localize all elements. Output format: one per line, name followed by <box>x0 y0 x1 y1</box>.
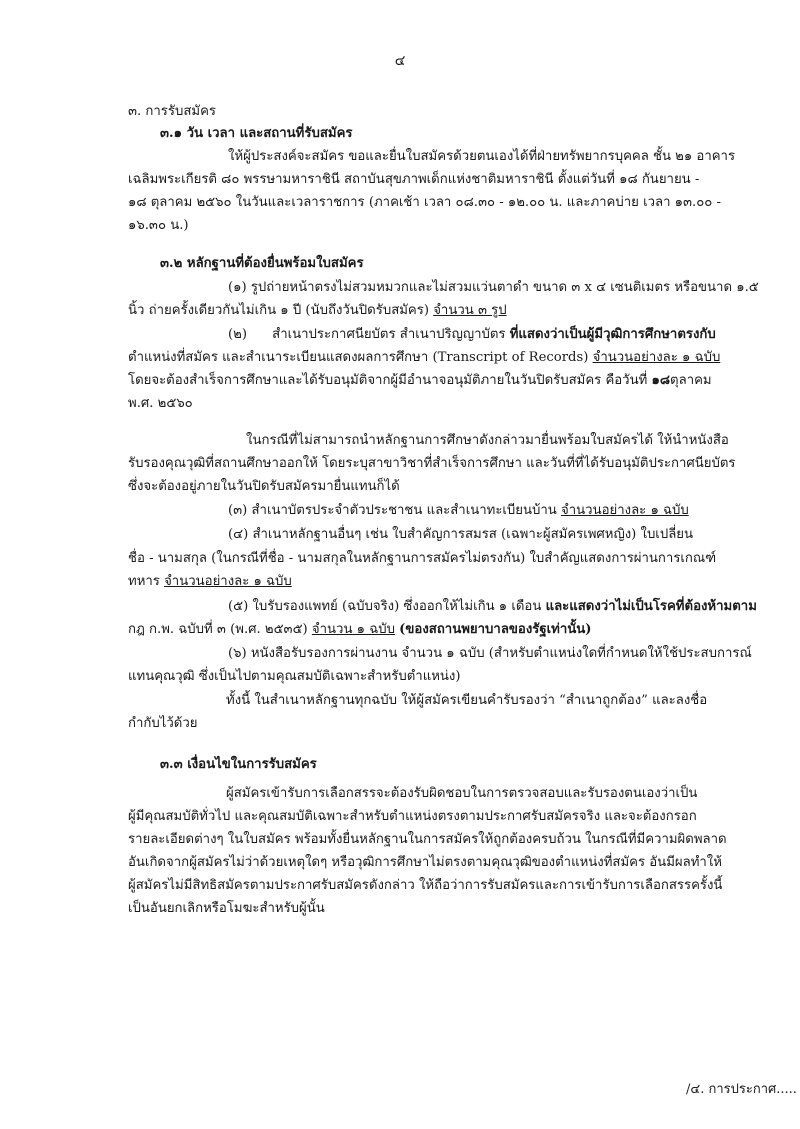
item-1-text: นิ้ว ถ่ายครั้งเดียวกันไม่เกิน ๑ ปี (นับถึงวันปิดรับสมัคร) <box>128 303 429 318</box>
item-2-number: (๒) <box>228 327 247 342</box>
item-2-line <box>228 326 716 344</box>
note-line: ในกรณีที่ไม่สามารถนำหลักฐานการศึกษาดังกล่าวมายื่นพร้อมใบสมัครได้ ให้นำหนังสือ <box>246 433 729 448</box>
section-3-heading: ๓. การรับสมัคร <box>128 104 216 119</box>
item-5-bold: (ของสถานพยาบาลของรัฐเท่านั้น) <box>399 622 592 637</box>
page-number: ๔ <box>394 53 406 69</box>
note-line: รับรองคุณวุฒิที่สถานศึกษาออกให้ โดยระบุสาขาวิชาที่สำเร็จการศึกษา และวันที่ที่ได้รับอนุมัติประกาศนียบัตร <box>128 456 736 471</box>
item-5-line <box>228 598 757 616</box>
paragraph-line: ให้ผู้ประสงค์จะสมัคร ขอและยื่นใบสมัครด้วยตนเองได้ที่ฝ่ายทรัพยากรบุคคล ชั้น ๒๑ อาคาร <box>228 149 736 164</box>
item-3-quantity: จำนวนอย่างละ ๑ ฉบับ <box>561 503 689 518</box>
paragraph-line: ผู้สมัครเข้ารับการเลือกสรรจะต้องรับผิดชอบในการตรวจสอบและรับรองตนเองว่าเป็น <box>226 786 698 801</box>
certification-line: กำกับไว้ด้วย <box>128 716 198 731</box>
item-2-line <box>128 349 720 367</box>
item-5-line <box>128 621 592 639</box>
item-2-bold: ที่แสดงว่าเป็นผู้มีวุฒิการศึกษาตรงกับ <box>509 327 716 342</box>
certification-line: ทั้งนี้ ในสำเนาหลักฐานทุกฉบับ ให้ผู้สมัครเขียนคำรับรองว่า “สำเนาถูกต้อง” และลงชื่อ <box>226 693 708 708</box>
section-3-2-heading: ๓.๒ หลักฐานที่ต้องยื่นพร้อมใบสมัคร <box>160 256 364 271</box>
paragraph-line: เป็นอันยกเลิกหรือโมฆะสำหรับผู้นั้น <box>128 901 325 916</box>
item-1-quantity: จำนวน ๓ รูป <box>433 303 507 318</box>
paragraph-line: ๑๖.๓๐ น.) <box>128 218 189 233</box>
item-2-line <box>128 372 712 390</box>
item-2-text: สำเนาประกาศนียบัตร สำเนาปริญญาบัตร <box>272 327 506 342</box>
item-2-quantity: จำนวนอย่างละ ๑ ฉบับ <box>592 350 721 365</box>
item-2-line: พ.ศ. ๒๕๖๐ <box>128 396 193 411</box>
paragraph-line: อันเกิดจากผู้สมัครไม่ว่าด้วยเหตุใดๆ หรือวุฒิการศึกษาไม่ตรงตามคุณวุฒิของตำแหน่งที่สมัคร อันมีผลทำให้ <box>128 855 722 870</box>
paragraph-line: ผู้มีคุณสมบัติทั่วไป และคุณสมบัติเฉพาะสำหรับตำแหน่งตรงตามประกาศรับสมัครจริง และจะต้องกรอก <box>128 809 697 824</box>
item-5-quantity: จำนวน ๑ ฉบับ <box>311 622 395 637</box>
item-2-text: โดยจะต้องสำเร็จการศึกษาและได้รับอนุมัติจากผู้มีอำนาจอนุมัติภายในวันปิดรับสมัคร คือวันที่ <box>128 373 648 388</box>
item-5-bold: และแสดงว่าไม่เป็นโรคที่ต้องห้ามตาม <box>545 599 757 614</box>
item-3-line <box>228 502 689 520</box>
item-6-line: แทนคุณวุฒิ ซึ่งเป็นไปตามคุณสมบัติเฉพาะสำหรับตำแหน่ง) <box>128 669 461 684</box>
item-2-date-bold: ๑๘ <box>651 373 671 388</box>
item-4-text: ทหาร <box>128 574 160 589</box>
paragraph-line: เฉลิมพระเกียรติ ๘๐ พรรษามหาราชินี สถาบันสุขภาพเด็กแห่งชาติมหาราชินี ตั้งแต่วันที่ ๑๘ กันยายน - <box>128 172 700 187</box>
item-2-text: ตุลาคม <box>670 373 712 388</box>
item-1-line <box>128 302 507 320</box>
paragraph-line: ผู้สมัครไม่มีสิทธิสมัครตามประกาศรับสมัครดังกล่าว ให้ถือว่าการรับสมัครและการเข้ารับการเลือกสรรครั้งนี้ <box>128 878 723 893</box>
paragraph-line: รายละเอียดต่างๆ ในใบสมัคร พร้อมทั้งยื่นหลักฐานในการสมัครให้ถูกต้องครบถ้วน ในกรณีที่มีความผิดพลาด <box>128 832 727 847</box>
item-5-text: (๕) ใบรับรองแพทย์ (ฉบับจริง) ซึ่งออกให้ไม่เกิน ๑ เดือน <box>228 599 542 614</box>
paragraph-line: ๑๘ ตุลาคม ๒๕๖๐ ในวันและเวลาราชการ (ภาคเช้า เวลา ๐๘.๓๐ - ๑๒.๐๐ น. และภาคบ่าย เวลา ๑๓.๐๐ - <box>128 195 721 210</box>
item-2-text: ตำแหน่งที่สมัคร และสำเนาระเบียนแสดงผลการศึกษา (Transcript of Records) <box>128 350 589 365</box>
item-4-line: (๔) สำเนาหลักฐานอื่นๆ เช่น ใบสำคัญการสมรส (เฉพาะผู้สมัครเพศหญิง) ใบเปลี่ยน <box>228 527 694 542</box>
item-6-line: (๖) หนังสือรับรองการผ่านงาน จำนวน ๑ ฉบับ (สำหรับตำแหน่งใดที่กำหนดให้ใช้ประสบการณ์ <box>228 646 752 661</box>
item-4-quantity: จำนวนอย่างละ ๑ ฉบับ <box>164 574 292 589</box>
item-5-text: กฎ ก.พ. ฉบับที่ ๓ (พ.ศ. ๒๕๓๕) <box>128 622 308 637</box>
item-3-text: (๓) สำเนาบัตรประจำตัวประชาชน และสำเนาทะเบียนบ้าน <box>228 503 557 518</box>
item-4-line: ชื่อ - นามสกุล (ในกรณีที่ชื่อ - นามสกุลในหลักฐานการสมัครไม่ตรงกัน) ใบสำคัญแสดงการผ่านการเกณฑ์ <box>128 551 717 566</box>
note-line: ซึ่งจะต้องอยู่ภายในวันปิดรับสมัครมายื่นแทนก็ได้ <box>128 479 400 494</box>
item-1-line: (๑) รูปถ่ายหน้าตรงไม่สวมหมวกและไม่สวมแว่นตาดำ ขนาด ๓ x ๔ เซนติเมตร หรือขนาด ๑.๕ <box>228 280 759 295</box>
section-3-3-heading: ๓.๓ เงื่อนไขในการรับสมัคร <box>160 757 317 772</box>
section-3-1-heading: ๓.๑ วัน เวลา และสถานที่รับสมัคร <box>160 126 353 141</box>
item-4-line <box>128 573 292 591</box>
next-page-marker: /๔. การประกาศ..... <box>686 1082 797 1097</box>
